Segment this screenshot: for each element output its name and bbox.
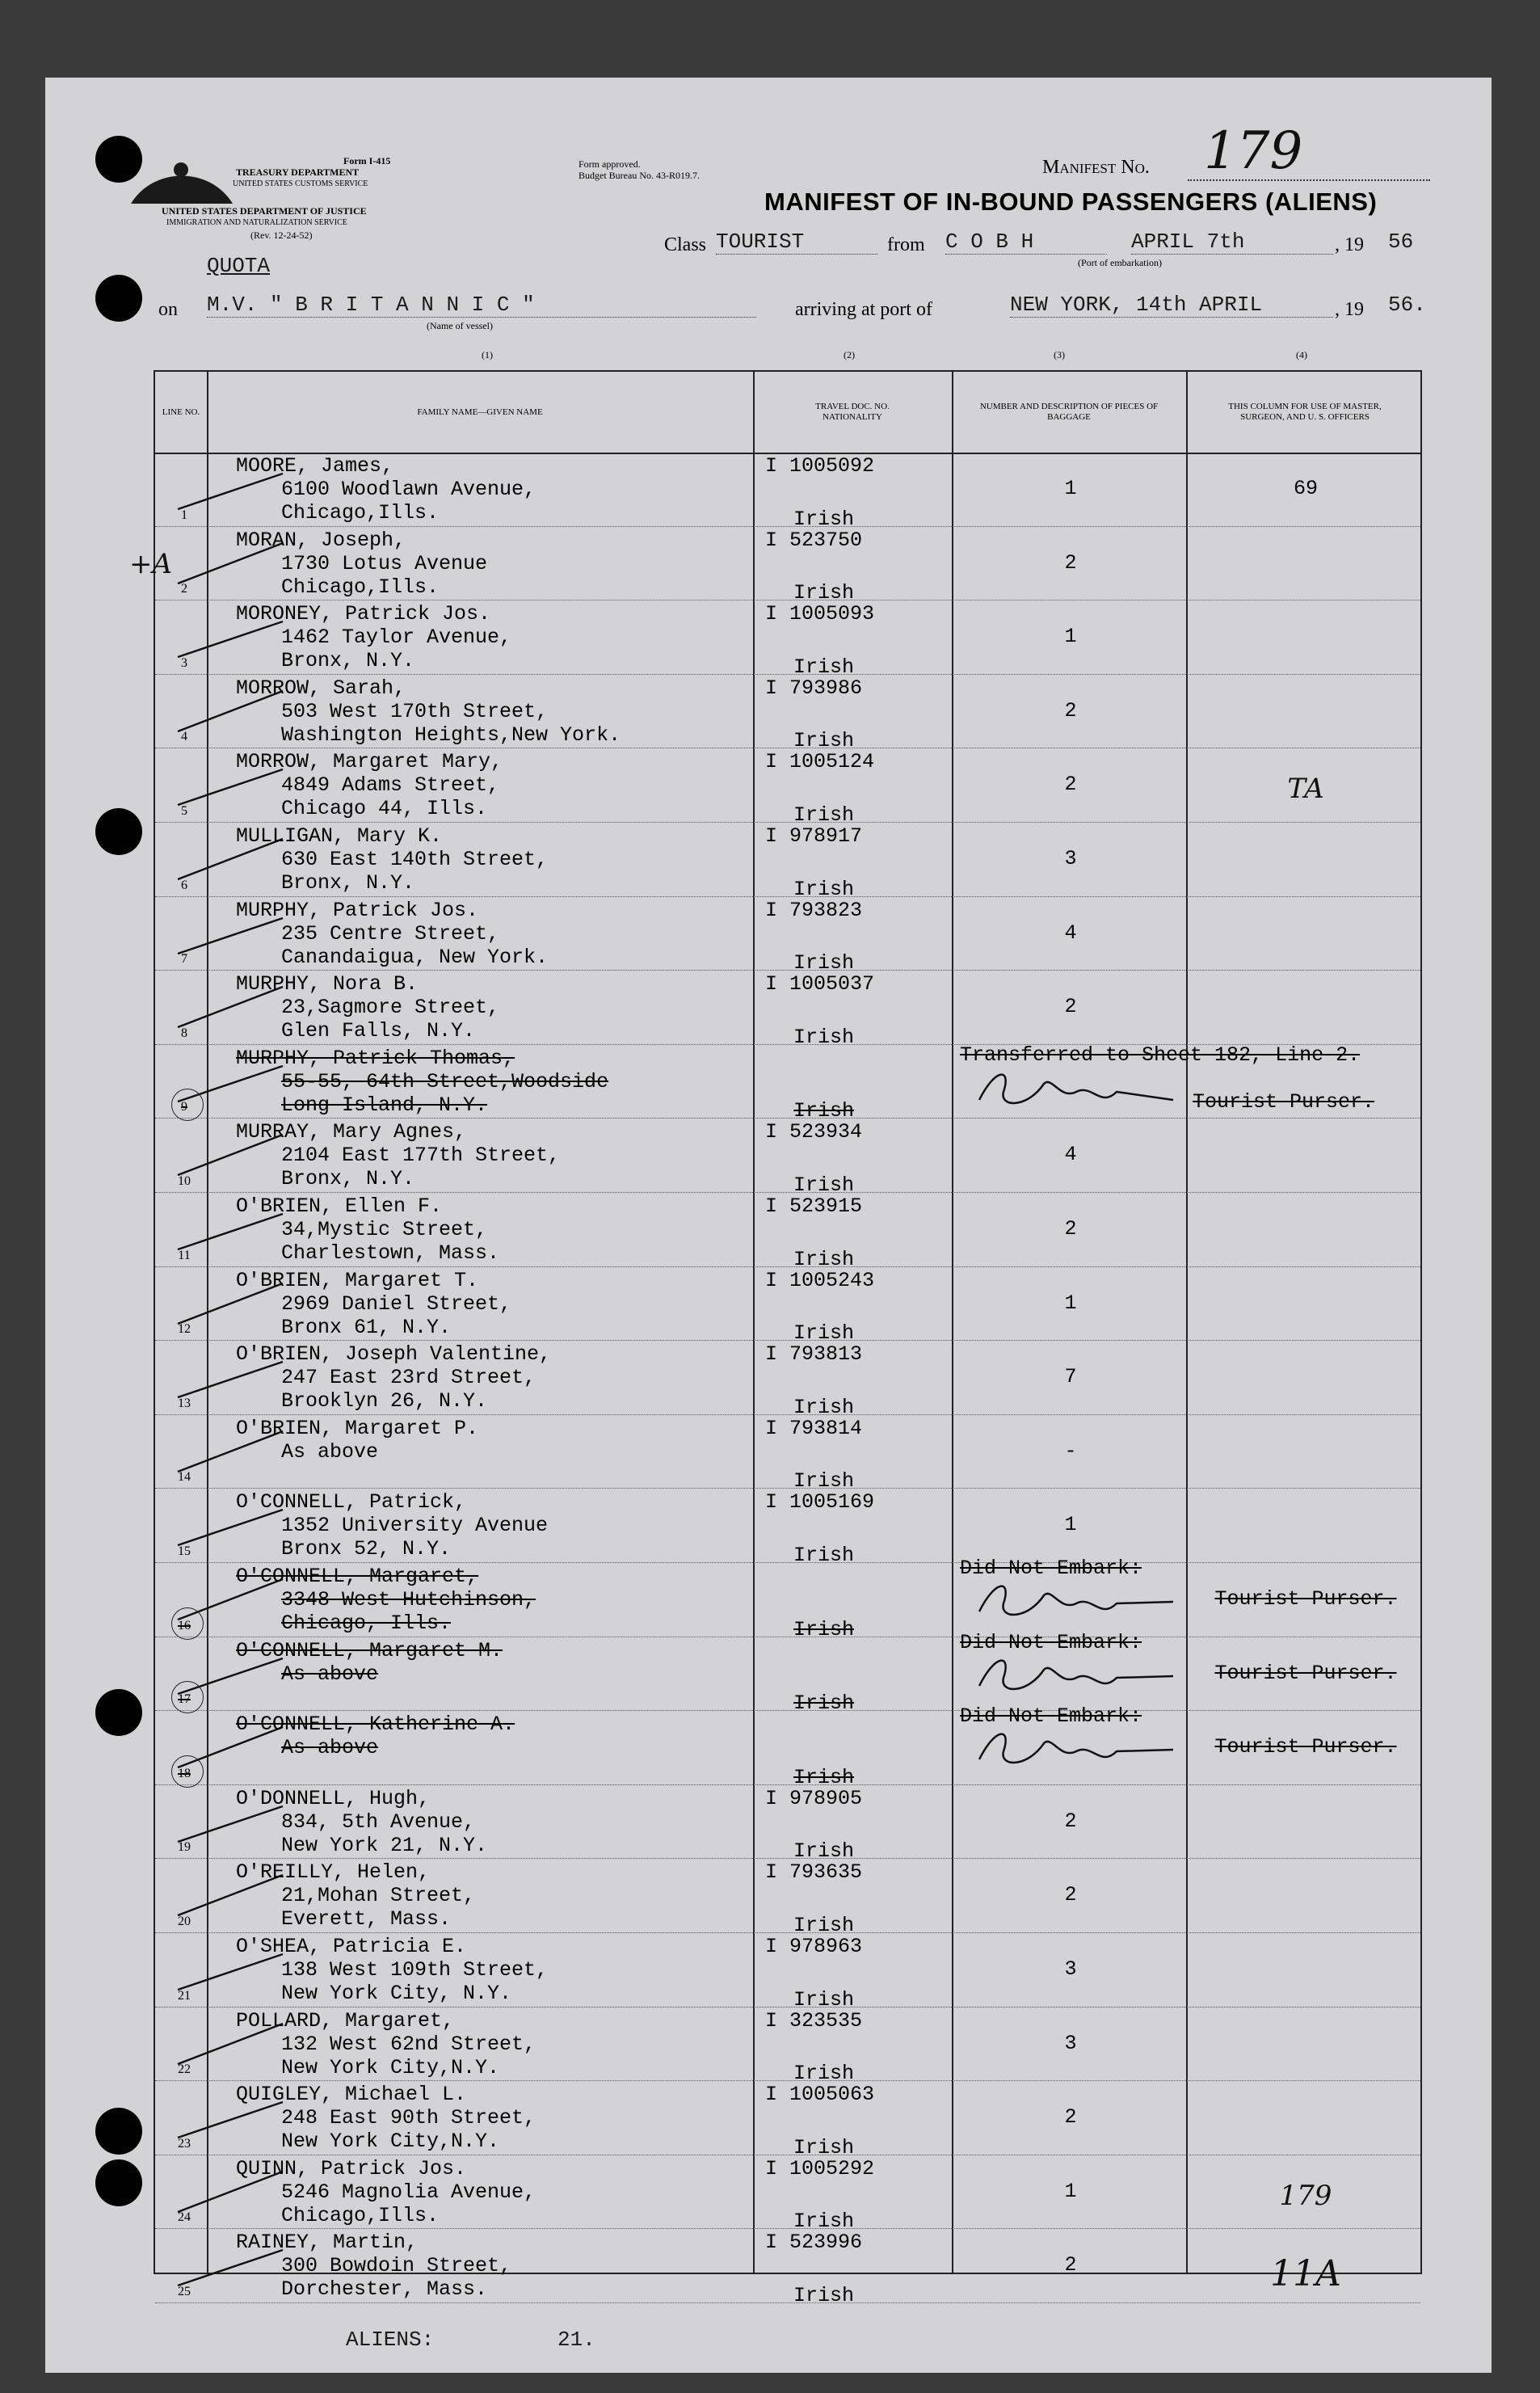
address-street: 4849 Adams Street, (281, 773, 500, 798)
row-annotation: Did Not Embark: (960, 1557, 1142, 1580)
table-row (155, 971, 1420, 1049)
table-row (155, 1630, 1420, 1716)
passenger-name: O'CONNELL, Katherine A. (236, 1713, 515, 1737)
from-label: from (887, 234, 925, 255)
travel-doc-no: I 793813 (765, 1342, 863, 1367)
table-row (155, 1043, 1420, 1123)
address-street: 55-55, 64th Street,Woodside (281, 1069, 609, 1093)
travel-doc-no: I 793814 (765, 1416, 863, 1440)
address-street: 132 West 62nd Street, (281, 2032, 536, 2056)
address-street: 300 Bowdoin Street, (281, 2254, 512, 2278)
manifest-title: MANIFEST OF IN-BOUND PASSENGERS (ALIENS) (764, 187, 1378, 216)
table-row (155, 527, 1420, 605)
embark-year: 56 (1388, 230, 1414, 254)
nationality: Irish (793, 2062, 855, 2086)
line-number: 2 (181, 582, 187, 596)
address-street: 34,Mystic Street, (281, 1218, 488, 1241)
baggage-count: 2 (1064, 773, 1077, 797)
address-city: Brooklyn 26, N.Y. (281, 1389, 488, 1413)
address-city: Glen Falls, N.Y. (281, 1019, 476, 1043)
passenger-name: MORAN, Joseph, (236, 528, 406, 552)
baggage-count: - (1064, 1439, 1077, 1463)
travel-doc-no: I 523934 (765, 1120, 863, 1144)
baggage-count: 2 (1064, 550, 1077, 575)
passenger-name: MURPHY, Patrick Thomas, (236, 1046, 515, 1070)
nationality: Irish (793, 951, 855, 975)
justice-dept: UNITED STATES DEPARTMENT OF JUSTICE (162, 205, 367, 217)
travel-doc-no: I 1005037 (765, 972, 875, 996)
line-number: 8 (181, 1026, 187, 1040)
address-city: Long Island, N.Y. (281, 1093, 488, 1117)
table-row (155, 2229, 1420, 2307)
travel-doc-no: I 793823 (765, 898, 863, 922)
quota-label: QUOTA (207, 254, 271, 278)
treasury-dept: TREASURY DEPARTMENT (236, 166, 360, 178)
line-number: 11 (178, 1248, 191, 1262)
table-row (155, 1489, 1420, 1567)
manifest-underline (1188, 179, 1430, 181)
arriving-label: arriving at port of (795, 299, 932, 320)
header-baggage: NUMBER AND DESCRIPTION OF PIECES OF BAGGAGE (979, 402, 1159, 422)
address-street: 247 East 23rd Street, (281, 1366, 536, 1390)
address-street: 235 Centre Street, (281, 921, 500, 946)
address-street: 834, 5th Avenue, (281, 1809, 476, 1834)
address-city: New York City,N.Y. (281, 2130, 500, 2154)
table-row (155, 2008, 1420, 2086)
baggage-count: 1 (1064, 1513, 1077, 1537)
nationality: Irish (793, 1247, 855, 1271)
address-street: 3348 West Hutchinson, (281, 1588, 536, 1611)
table-row (155, 2081, 1420, 2159)
nationality: Irish (793, 655, 855, 679)
officer-notes: Tourist Purser. (1214, 1735, 1397, 1759)
baggage-count: 1 (1064, 625, 1077, 649)
passenger-name: QUIGLEY, Michael L. (236, 2083, 467, 2107)
address-street: 503 West 170th Street, (281, 699, 549, 723)
officer-notes: Tourist Purser. (1214, 1661, 1397, 1685)
address-street: 138 West 109th Street, (281, 1958, 549, 1982)
line-number: 22 (178, 2062, 191, 2077)
travel-doc-no: I 1005063 (765, 2083, 875, 2107)
margin-mark: +A (129, 548, 173, 580)
nationality: Irish (793, 1692, 855, 1716)
travel-doc-no: I 523996 (765, 2231, 863, 2255)
line-number: 7 (181, 952, 187, 967)
address-city: Bronx, N.Y. (281, 871, 415, 895)
nationality: Irish (793, 2210, 855, 2234)
punch-hole (95, 2108, 142, 2155)
table-row (155, 1415, 1420, 1494)
table-row (155, 897, 1420, 975)
passenger-name: O'REILLY, Helen, (236, 1860, 431, 1885)
address-city: New York 21, N.Y. (281, 1833, 488, 1857)
nationality: Irish (793, 1543, 855, 1567)
eagle-seal-icon (129, 158, 234, 205)
baggage-count: 2 (1064, 995, 1077, 1019)
arrival-year: 56. (1388, 293, 1426, 317)
col-num-3: (3) (1054, 349, 1065, 360)
travel-doc-no: I 1005124 (765, 750, 875, 774)
port-note: (Port of embarkation) (1078, 257, 1162, 268)
address-city: Bronx, N.Y. (281, 649, 415, 673)
row-annotation-2: Tourist Purser. (1193, 1089, 1375, 1114)
line-number: 16 (178, 1618, 191, 1633)
address-street: 248 East 90th Street, (281, 2106, 536, 2130)
address-city: Chicago 44, Ills. (281, 797, 488, 821)
table-row (155, 1704, 1420, 1789)
passenger-name: O'CONNELL, Patrick, (236, 1490, 467, 1515)
form-number: Form I-415 (343, 155, 391, 166)
officer-notes: 69 (1293, 477, 1318, 500)
baggage-count: 1 (1064, 1291, 1077, 1315)
year-prefix: , 19 (1335, 234, 1364, 255)
punch-hole (95, 1689, 142, 1736)
officer-notes: 11A (1270, 2253, 1341, 2295)
travel-doc-no: I 793635 (765, 1860, 863, 1885)
nationality: Irish (793, 1099, 855, 1123)
baggage-count: 4 (1064, 1143, 1077, 1167)
table-row (155, 1933, 1420, 2012)
line-number: 13 (178, 1396, 191, 1410)
header-officers: THIS COLUMN FOR USE OF MASTER, SURGEON, AND U. S. OFFICERS (1228, 402, 1382, 422)
punch-hole (95, 808, 142, 855)
address-street: 23,Sagmore Street, (281, 996, 500, 1020)
line-number: 5 (181, 803, 187, 818)
address-city: Charlestown, Mass. (281, 1241, 500, 1265)
signature-mark (971, 1579, 1181, 1628)
aliens-label: ALIENS: (346, 2328, 435, 2352)
year-prefix-2: , 19 (1335, 299, 1364, 320)
table-row (155, 1119, 1420, 1197)
nationality: Irish (793, 729, 855, 753)
baggage-count: 1 (1064, 477, 1077, 500)
baggage-count: 2 (1064, 2253, 1077, 2277)
class-value: TOURIST (716, 230, 877, 255)
line-number: 1 (181, 508, 187, 522)
travel-doc-no: I 323535 (765, 2008, 863, 2033)
nationality: Irish (793, 877, 855, 901)
line-number: 9 (181, 1100, 187, 1114)
passenger-name: O'SHEA, Patricia E. (236, 1935, 467, 1958)
ins-service: IMMIGRATION AND NATURALIZATION SERVICE (166, 218, 347, 227)
line-number: 3 (181, 655, 187, 670)
baggage-count: 3 (1064, 847, 1077, 870)
punch-hole (95, 275, 142, 322)
address-city: Washington Heights,New York. (281, 723, 621, 747)
header-doc: TRAVEL DOC. NO. NATIONALITY (815, 402, 890, 422)
manifest-number: 179 (1204, 121, 1303, 181)
aliens-count: 21. (558, 2328, 595, 2352)
nationality: Irish (793, 1987, 855, 2012)
baggage-count: 2 (1064, 1883, 1077, 1907)
passenger-name-address (236, 1713, 907, 1759)
travel-doc-no: I 978917 (765, 824, 863, 848)
baggage-count: 1 (1064, 2179, 1077, 2203)
address-street: 6100 Woodlawn Avenue, (281, 478, 536, 501)
table-row (155, 1341, 1420, 1419)
row-annotation: Did Not Embark: (960, 1704, 1142, 1729)
vessel-name: M.V. " B R I T A N N I C " (207, 293, 756, 318)
address-city: Chicago,Ills. (281, 2203, 440, 2227)
line-number: 14 (178, 1470, 191, 1485)
table-row (155, 600, 1420, 679)
nationality: Irish (793, 2283, 855, 2307)
passenger-name: O'DONNELL, Hugh, (236, 1786, 431, 1810)
form-approved: Form approved. (579, 158, 641, 170)
nationality: Irish (793, 1395, 855, 1419)
travel-doc-no: I 978905 (765, 1786, 863, 1810)
address-city: Dorchester, Mass. (281, 2277, 488, 2302)
col-num-2: (2) (844, 349, 855, 360)
travel-doc-no: I 1005243 (765, 1268, 875, 1292)
passenger-name: O'BRIEN, Joseph Valentine, (236, 1342, 552, 1367)
line-number: 24 (178, 2210, 191, 2225)
line-number: 18 (178, 1766, 191, 1780)
signature-mark (971, 1068, 1181, 1116)
punch-hole (95, 2159, 142, 2206)
line-number: 10 (178, 1173, 191, 1188)
table-row (155, 1859, 1420, 1937)
nationality: Irish (793, 1617, 855, 1641)
header-line-no: LINE NO. (162, 407, 200, 417)
baggage-count: 3 (1064, 2031, 1077, 2055)
address-street: 2104 East 177th Street, (281, 1144, 561, 1168)
on-label: on (158, 299, 178, 320)
line-number: 21 (178, 1988, 191, 2003)
nationality: Irish (793, 1913, 855, 1937)
nationality: Irish (793, 1321, 855, 1346)
embark-date: APRIL 7th (1131, 230, 1333, 255)
address-city: Canandaigua, New York. (281, 945, 549, 969)
revision-date: (Rev. 12-24-52) (250, 230, 313, 241)
travel-doc-no: I 523750 (765, 528, 863, 552)
line-number: 12 (178, 1322, 191, 1337)
address-city: As above (281, 1439, 379, 1464)
customs-service: UNITED STATES CUSTOMS SERVICE (233, 179, 368, 188)
travel-doc-no: I 1005092 (765, 454, 875, 478)
passenger-name: MURPHY, Patrick Jos. (236, 898, 479, 922)
table-row (155, 1785, 1420, 1864)
nationality: Irish (793, 1765, 855, 1789)
passenger-name: MURPHY, Nora B. (236, 972, 419, 996)
baggage-count: 7 (1064, 1365, 1077, 1389)
baggage-count: 2 (1064, 2105, 1077, 2130)
signature-mark (971, 1654, 1181, 1702)
address-city: Chicago,Ills. (281, 575, 440, 599)
nationality: Irish (793, 1173, 855, 1197)
col-num-4: (4) (1296, 349, 1307, 360)
header-name: FAMILY NAME—GIVEN NAME (417, 407, 543, 417)
signature-mark (971, 1727, 1181, 1776)
address-city: Bronx 52, N.Y. (281, 1537, 452, 1561)
address-city: Everett, Mass. (281, 1907, 452, 1932)
row-annotation: Transferred to Sheet 182, Line 2. (960, 1043, 1361, 1067)
arrival-port: NEW YORK, 14th APRIL (1010, 293, 1333, 318)
passenger-name: O'BRIEN, Ellen F. (236, 1194, 443, 1218)
address-city: As above (281, 1736, 379, 1760)
table-row (155, 1193, 1420, 1271)
line-number: 19 (178, 1840, 191, 1855)
passenger-name: MURRAY, Mary Agnes, (236, 1120, 467, 1144)
address-street: 1730 Lotus Avenue (281, 551, 488, 575)
embark-port: C O B H (945, 230, 1107, 255)
passenger-name: QUINN, Patrick Jos. (236, 2156, 467, 2180)
address-street: 2969 Daniel Street, (281, 1291, 512, 1316)
travel-doc-no: I 1005093 (765, 602, 875, 626)
officer-notes: Tourist Purser. (1214, 1587, 1397, 1611)
vessel-note: (Name of vessel) (427, 320, 493, 331)
table-row (155, 748, 1420, 827)
passenger-name: MULLIGAN, Mary K. (236, 824, 443, 848)
passenger-name: O'BRIEN, Margaret P. (236, 1416, 479, 1440)
budget-bureau: Budget Bureau No. 43-R019.7. (579, 170, 700, 181)
table-row (155, 1557, 1420, 1641)
passenger-name: O'CONNELL, Margaret M. (236, 1638, 503, 1662)
travel-doc-no: I 978963 (765, 1935, 863, 1958)
baggage-count: 2 (1064, 698, 1077, 723)
passenger-name-address (236, 1639, 907, 1686)
travel-doc-no: I 523915 (765, 1194, 863, 1218)
address-city: New York City,N.Y. (281, 2055, 500, 2079)
line-number: 4 (181, 730, 187, 744)
baggage-count: 2 (1064, 1217, 1077, 1241)
address-street: 1352 University Avenue (281, 1514, 549, 1538)
travel-doc-no: I 1005292 (765, 2156, 875, 2180)
officer-notes: 179 (1279, 2179, 1332, 2212)
travel-doc-no: I 793986 (765, 676, 863, 700)
baggage-count: 3 (1064, 1957, 1077, 1981)
nationality: Irish (793, 1839, 855, 1864)
col-num-1: (1) (482, 349, 493, 360)
address-street: 5246 Magnolia Avenue, (281, 2180, 536, 2204)
address-street: 630 East 140th Street, (281, 848, 549, 871)
passenger-name: MORROW, Margaret Mary, (236, 750, 503, 774)
passenger-name: POLLARD, Margaret, (236, 2008, 455, 2033)
class-label: Class (664, 234, 707, 255)
address-street: 1462 Taylor Avenue, (281, 626, 512, 650)
address-city: Chicago,Ills. (281, 501, 440, 525)
nationality: Irish (793, 507, 855, 531)
travel-doc-no: I 1005169 (765, 1490, 875, 1515)
passenger-name: MORROW, Sarah, (236, 676, 406, 700)
baggage-count: 2 (1064, 1809, 1077, 1833)
line-number: 6 (181, 878, 187, 892)
nationality: Irish (793, 1469, 855, 1494)
table-row (155, 1267, 1420, 1346)
address-city: New York City, N.Y. (281, 1982, 512, 2005)
nationality: Irish (793, 803, 855, 827)
row-annotation: Did Not Embark: (960, 1630, 1142, 1654)
passenger-name: O'BRIEN, Margaret T. (236, 1268, 479, 1292)
address-city: Bronx 61, N.Y. (281, 1315, 452, 1339)
passenger-table (154, 370, 1422, 2307)
nationality: Irish (793, 1025, 855, 1049)
table-row (155, 823, 1420, 901)
officer-notes: TA (1287, 773, 1324, 806)
passenger-name: RAINEY, Martin, (236, 2231, 419, 2255)
table-row (155, 2155, 1420, 2234)
passenger-name: MOORE, James, (236, 454, 394, 478)
table-row (155, 675, 1420, 753)
address-city: Bronx, N.Y. (281, 1167, 415, 1191)
line-number: 25 (178, 2284, 191, 2298)
line-number: 17 (178, 1692, 191, 1707)
line-number: 15 (178, 1544, 191, 1558)
address-city: As above (281, 1662, 379, 1686)
line-number: 23 (178, 2136, 191, 2151)
line-number: 20 (178, 1914, 191, 1928)
nationality: Irish (793, 581, 855, 605)
nationality: Irish (793, 2135, 855, 2159)
manifest-label: Manifest No. (1042, 157, 1150, 178)
address-street: 21,Mohan Street, (281, 1884, 476, 1908)
passenger-name: O'CONNELL, Margaret, (236, 1565, 479, 1588)
address-city: Chicago, Ills. (281, 1611, 452, 1635)
table-row (155, 453, 1420, 531)
passenger-name: MORONEY, Patrick Jos. (236, 602, 491, 626)
baggage-count: 4 (1064, 921, 1077, 945)
